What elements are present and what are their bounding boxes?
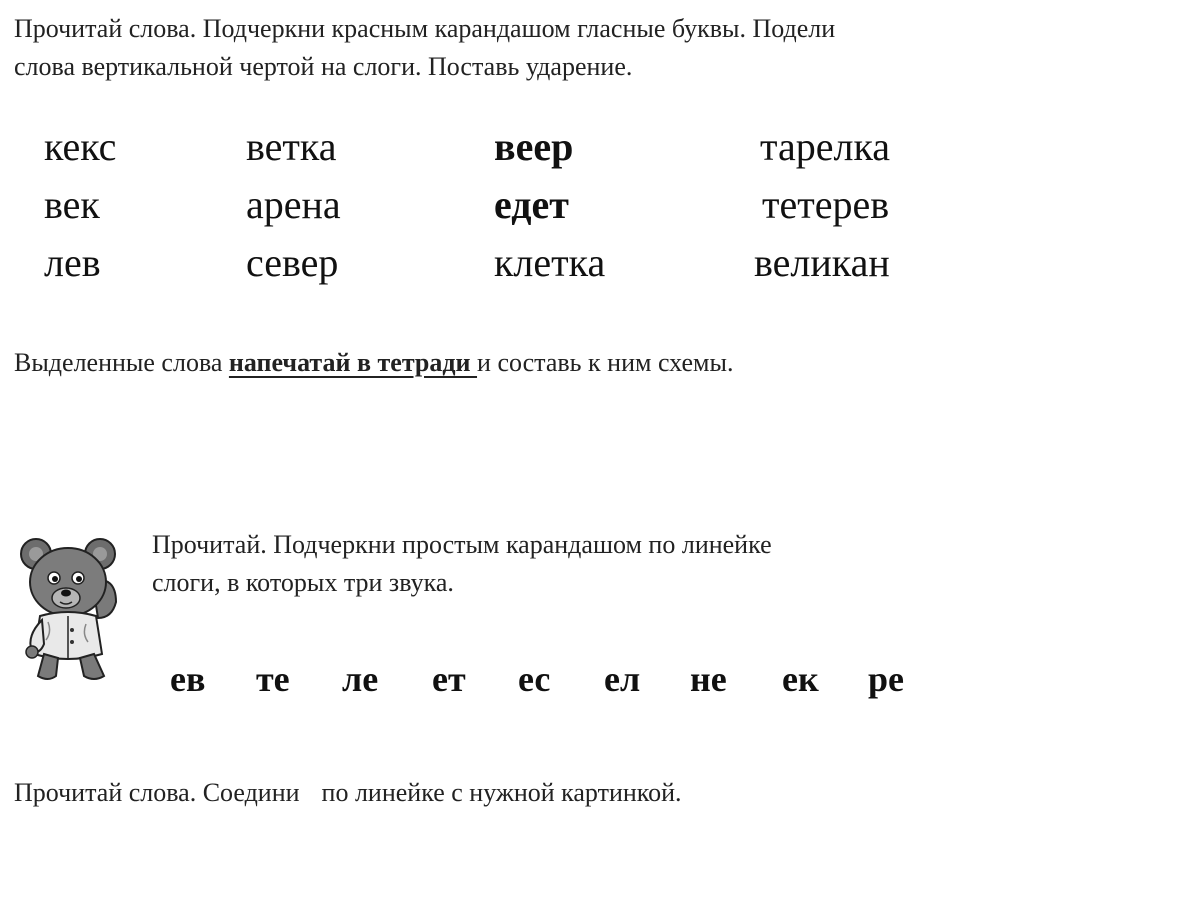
task4-text-part1: Прочитай слова. Соедини: [14, 778, 300, 807]
word-col4-row3: великан: [754, 240, 890, 285]
word-col1-row3: лев: [44, 240, 101, 285]
syllable-6: ел: [604, 659, 641, 699]
word-col2-row2: арена: [246, 182, 341, 227]
word-col2-row1: ветка: [246, 124, 337, 169]
task2-text-after: и составь к ним схемы.: [477, 348, 734, 377]
task1-instruction-line1: Прочитай слова. Подчеркни красным карандашом гласные буквы. Подели: [14, 14, 836, 43]
task4-instruction: [14, 774, 1114, 812]
word-col4-row1: тарелка: [760, 124, 891, 169]
task3-syllable-row: [0, 652, 1000, 712]
syllable-8: ек: [782, 659, 819, 699]
task3-instruction: [152, 526, 952, 602]
syllable-3: ле: [342, 659, 379, 699]
word-col1-row2: век: [44, 182, 100, 227]
task3-instruction-line1: Прочитай. Подчеркни простым карандашом по линейке: [152, 530, 772, 559]
syllable-9: ре: [868, 659, 904, 699]
word-col2-row3: север: [246, 240, 339, 285]
task4-text-part2: по линейке с нужной картинкой.: [321, 778, 682, 807]
syllable-7: не: [690, 659, 727, 699]
task1-word-grid: [0, 118, 1000, 298]
task2-text-emphasis: напечатай в тетради: [228, 348, 478, 377]
task3-instruction-line2: слоги, в которых три звука.: [152, 568, 454, 597]
task2-instruction: [14, 344, 1114, 382]
syllable-4: ет: [432, 659, 466, 699]
task1-instruction: [14, 10, 1114, 86]
word-col4-row2: тетерев: [762, 182, 890, 227]
word-col3-row2-highlighted: едет: [494, 182, 569, 227]
word-col3-row1-highlighted: веер: [494, 124, 574, 169]
syllable-1: ев: [170, 659, 206, 699]
word-col3-row3: клетка: [494, 240, 606, 285]
task1-instruction-line2: слова вертикальной чертой на слоги. Поставь ударение.: [14, 52, 633, 81]
task2-text-before: Выделенные слова: [14, 348, 229, 377]
syllable-5: ес: [518, 659, 551, 699]
word-col1-row1: кекс: [44, 124, 117, 169]
syllable-2: те: [256, 659, 290, 699]
